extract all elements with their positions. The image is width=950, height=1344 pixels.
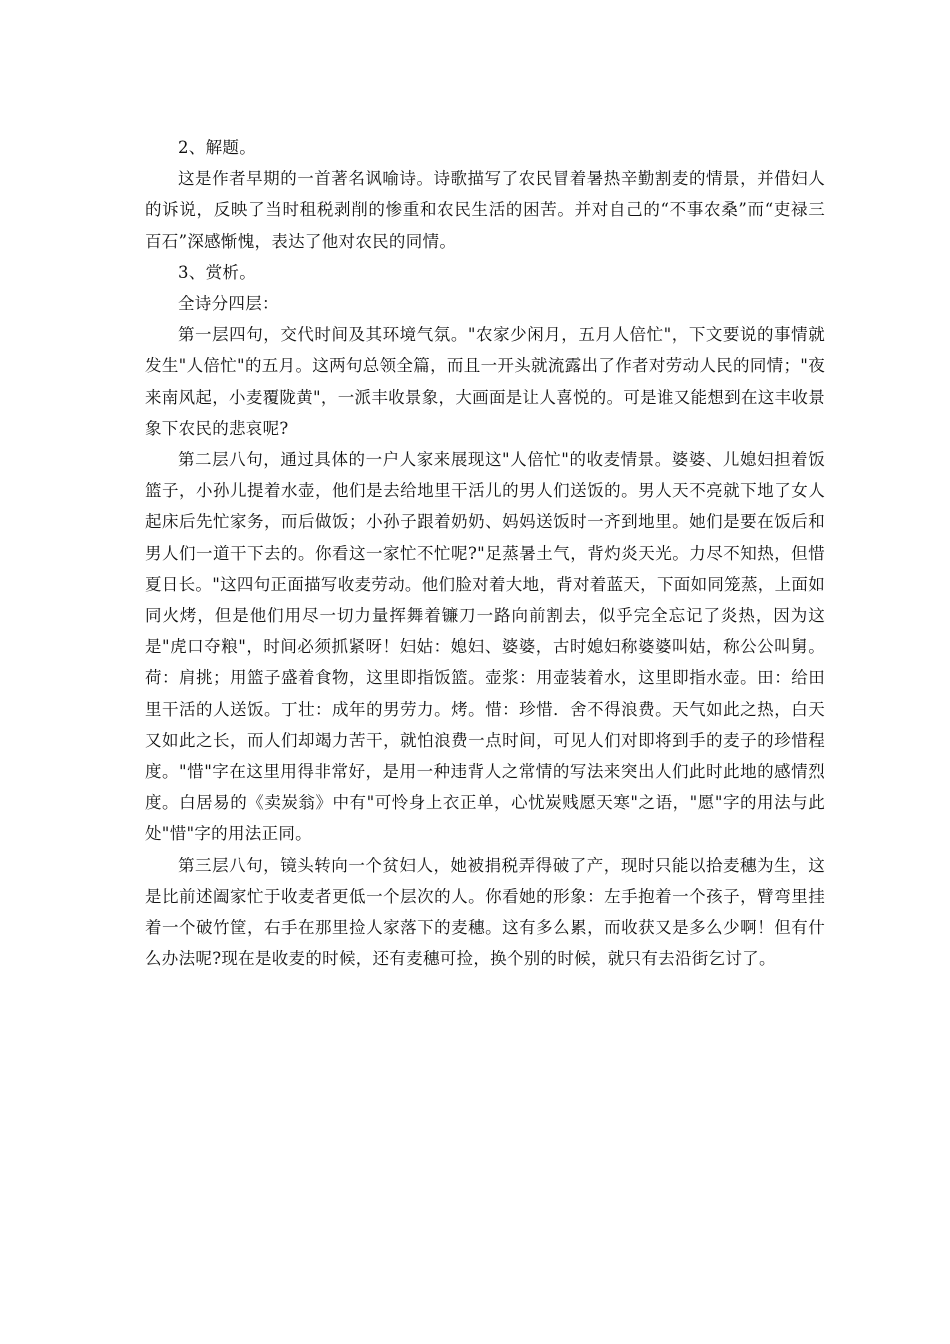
paragraph-four-layers: 全诗分四层：	[178, 294, 279, 314]
heading-shangxi: 3、赏析。	[178, 262, 256, 282]
paragraph-layer-one: 第一层四句，交代时间及其环境气氛。"农家少闲月，五月人倍忙"，下文要说的事情就发生"人倍忙"的五月。这两句总领全篇，而且一开头就流露出了作者对劳动人民的同情；"夜来南风起，小麦覆陇黄"，一派丰收景象，大画面是让人喜悦的。可是谁又能想到在这丰收景象下农民的悲哀呢?	[145, 325, 825, 438]
document-page	[145, 132, 825, 974]
paragraph-layer-three: 第三层八句，镜头转向一个贫妇人，她被捐税弄得破了产，现时只能以拾麦穗为生，这是比前述阖家忙于收麦者更低一个层次的人。你看她的形象：左手抱着一个孩子，臂弯里挂着一个破竹筐，右手在那里捡人家落下的麦穗。这有多么累，而收获又是多么少啊！但有什么办法呢?现在是收麦的时候，还有麦穗可捡，换个别的时候，就只有去沿街乞讨了。	[145, 855, 825, 969]
paragraph-jieti-body: 这是作者早期的一首著名讽喻诗。诗歌描写了农民冒着暑热辛勤割麦的情景，并借妇人的诉说，反映了当时租税剥削的惨重和农民生活的困苦。并对自己的“不事农桑”而“吏禄三百石”深感惭愧，表达了他对农民的同情。	[145, 169, 825, 251]
paragraph-layer-two: 第二层八句，通过具体的一户人家来展现这"人倍忙"的收麦情景。婆婆、儿媳妇担着饭篮子，小孙儿提着水壶，他们是去给地里干活儿的男人们送饭的。男人天不亮就下地了女人起床后先忙家务，而后做饭；小孙子跟着奶奶、妈妈送饭时一齐到地里。她们是要在饭后和男人们一道干下去的。你看这一家忙不忙呢?"足蒸暑土气，背灼炎天光。力尽不知热，但惜夏日长。"这四句正面描写收麦劳动。他们脸对着大地，背对着蓝天，下面如同笼蒸，上面如同火烤，但是他们用尽一切力量挥舞着镰刀一路向前割去，似乎完全忘记了炎热，因为这是"虎口夺粮"，时间必须抓紧呀！妇姑：媳妇、婆婆，古时媳妇称婆婆叫姑，称公公叫舅。荷：肩挑；用篮子盛着食物，这里即指饭篮。壶浆：用壶装着水，这里即指水壶。田：给田里干活的人送饭。丁壮：成年的男劳力。烤。惜：珍惜．舍不得浪费。天气如此之热，白天又如此之长，而人们却竭力苦干，就怕浪费一点时间，可见人们对即将到手的麦子的珍惜程度。"惜"字在这里用得非常好，是用一种违背人之常情的写法来突出人们此时此地的感情烈度。白居易的《卖炭翁》中有"可怜身上衣正单，心忧炭贱愿天寒"之语，"愿"字的用法与此处"惜"字的用法正同。	[145, 450, 825, 844]
heading-jieti: 2、解题。	[178, 138, 256, 157]
